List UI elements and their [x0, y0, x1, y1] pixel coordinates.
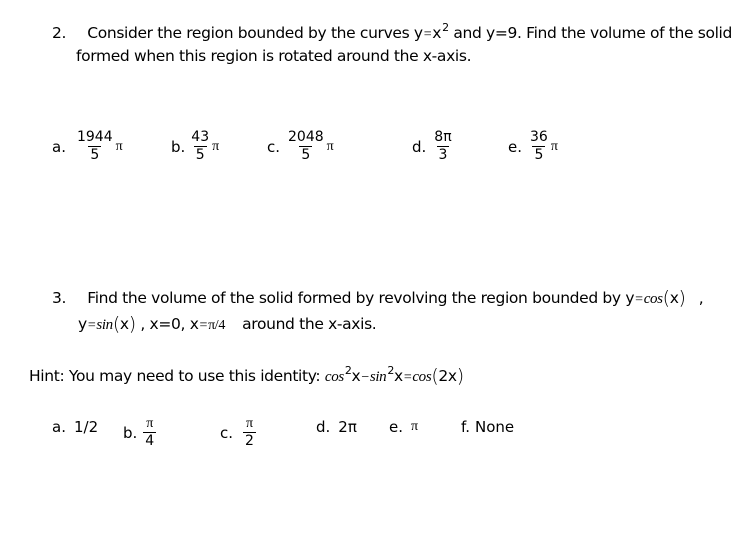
fraction: $\frac{1944}{5}$	[76, 129, 113, 163]
option-value: 1/2	[73, 418, 99, 436]
problem-3-option-a[interactable]	[52, 418, 98, 436]
problem-3-option-d[interactable]	[316, 418, 357, 436]
option-label: e.	[508, 137, 522, 156]
option-label: e.	[389, 418, 403, 436]
option-label: c.	[220, 423, 234, 442]
pi-symbol: π	[212, 138, 220, 154]
hint-label: Hint: You may need to use this identity:	[29, 367, 321, 385]
fraction: $\frac{8\pi}{3}$	[434, 129, 452, 163]
equation-y-equals-sin-x: y=sin(x)	[78, 313, 136, 335]
equation-y-equals-cos-x: y=cos(x)	[625, 287, 686, 309]
pi-symbol: π	[550, 138, 558, 154]
problem-3-line-2: y=sin(x) , x=0, x=π/4 around the x-axis.	[78, 313, 377, 335]
pi-symbol: π	[115, 138, 123, 154]
option-label: a.	[52, 137, 66, 156]
option-value: π	[411, 419, 419, 434]
fraction: $\frac{36}{5}$	[530, 129, 548, 163]
problem-2-line-1	[52, 21, 732, 43]
problem-2-option-b[interactable]	[171, 130, 219, 163]
problem-3-option-c[interactable]	[220, 416, 256, 449]
fraction: $\frac{\pi}{4}$	[145, 416, 155, 449]
option-label: d.	[316, 418, 331, 436]
problem-3-option-b[interactable]	[123, 416, 156, 449]
problem-2-text-part2: and y=9. Find the volume of the solid	[453, 24, 732, 42]
problem-2-option-a[interactable]	[52, 130, 123, 163]
fraction: $\frac{2048}{5}$	[288, 129, 324, 163]
equation-x-equals-pi-over-4: x=π/4	[189, 315, 225, 333]
problem-2-line-2: formed when this region is rotated around the x-axis.	[76, 47, 472, 65]
problem-2-number: 2.	[52, 24, 67, 42]
problem-3-option-e[interactable]	[389, 418, 418, 436]
identity-equation: $\cos^2x-\sin^2x=\cos(2x)$	[324, 364, 464, 387]
option-label: f.	[461, 418, 470, 436]
option-value: None	[474, 418, 515, 436]
problem-3-text-part1: Find the volume of the solid formed by revolving the region bounded by	[87, 289, 621, 307]
problem-3-option-f[interactable]	[461, 418, 514, 436]
option-value: 2π	[338, 418, 357, 436]
fraction: $\frac{\pi}{2}$	[245, 416, 254, 449]
problem-2-option-c[interactable]	[267, 130, 334, 163]
option-label: b.	[171, 137, 186, 156]
problem-3-line-1: 3. Find the volume of the solid formed by revolving the region bounded by y=cos(x) ,	[52, 287, 704, 309]
option-label: c.	[267, 137, 281, 156]
equation-y-equals-x-squared: $y=x^2$	[413, 21, 449, 42]
problem-2-option-e[interactable]	[508, 130, 558, 163]
problem-2-text-part1: Consider the region bounded by the curves	[87, 24, 410, 42]
option-label: b.	[123, 423, 138, 442]
problem-3-number: 3.	[52, 289, 67, 307]
problem-2-option-d[interactable]	[412, 130, 454, 163]
fraction: $\frac{43}{5}$	[191, 129, 210, 163]
option-label: d.	[412, 137, 427, 156]
hint-line	[29, 364, 464, 386]
pi-symbol: π	[326, 138, 334, 154]
option-label: a.	[52, 418, 66, 436]
